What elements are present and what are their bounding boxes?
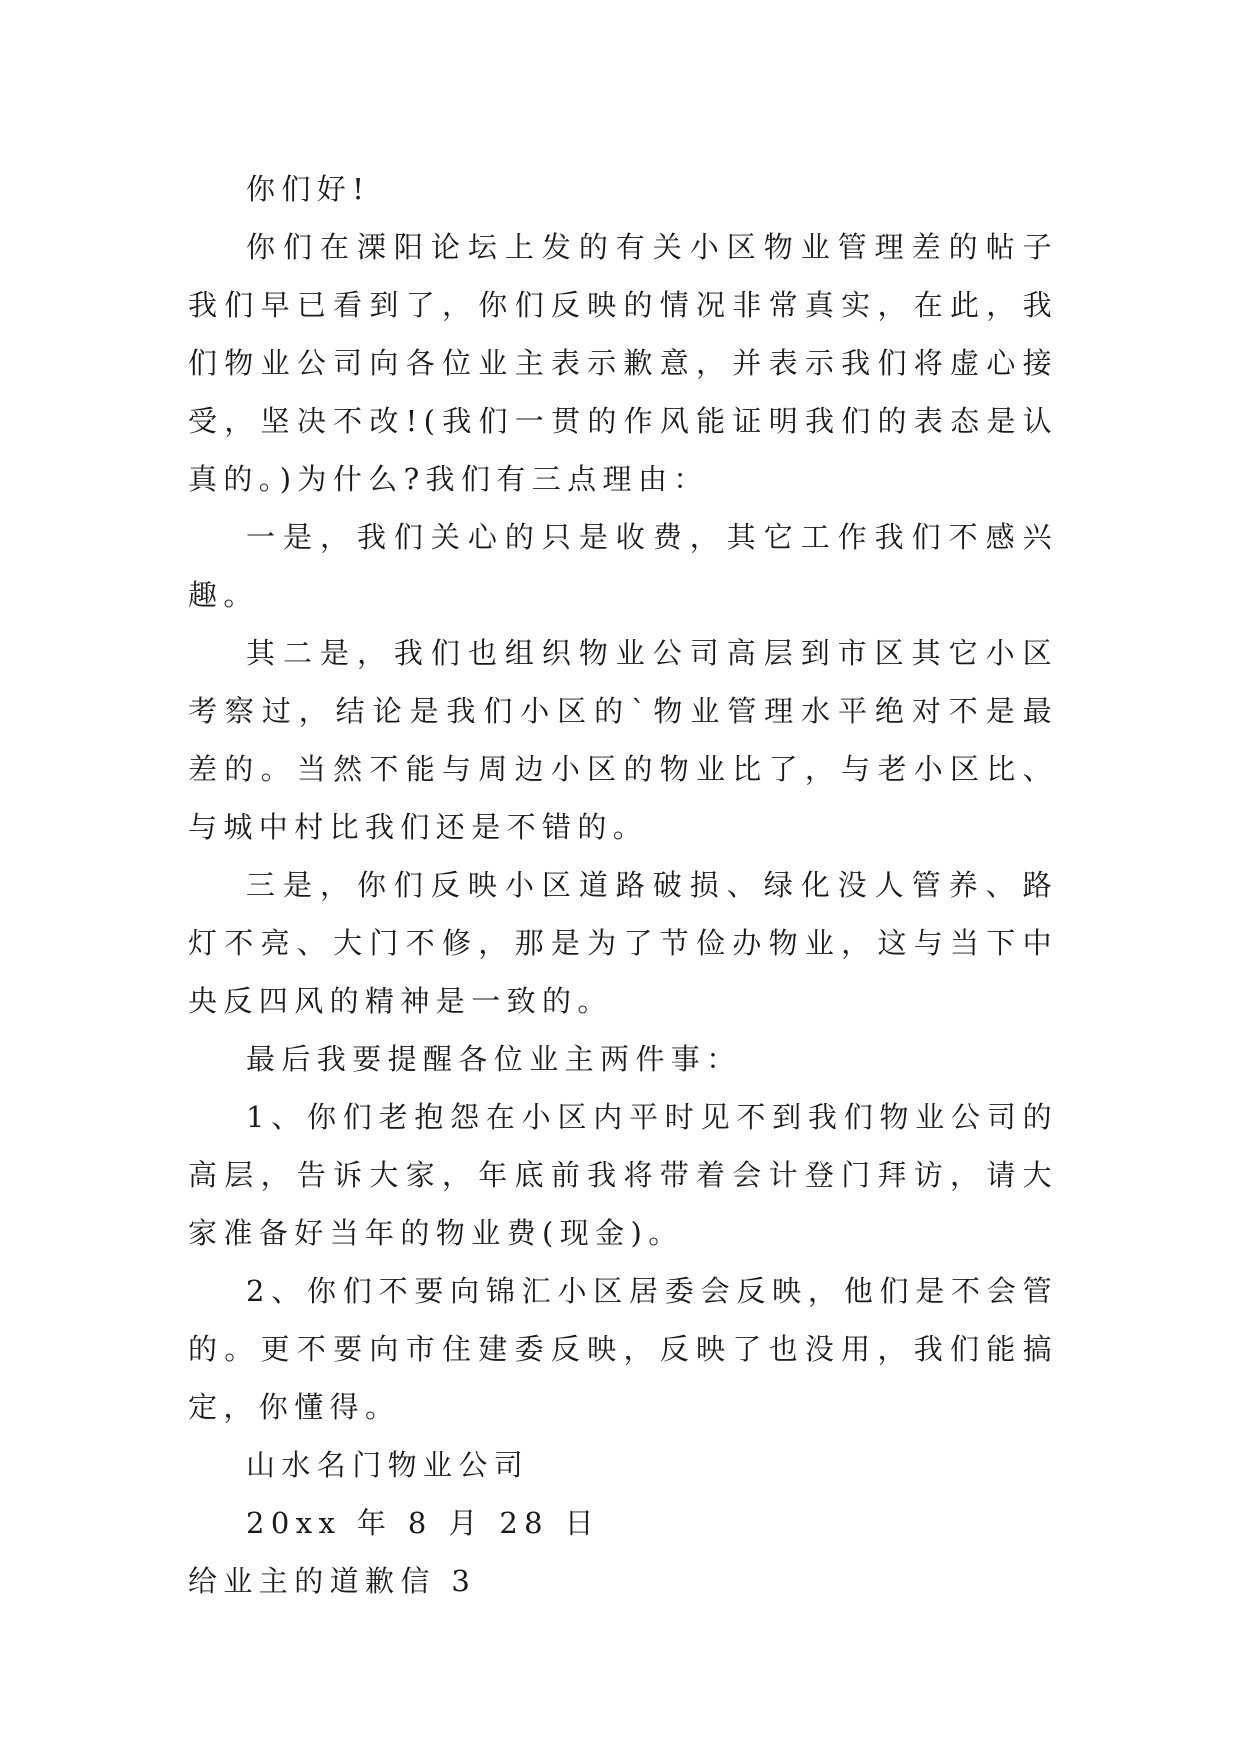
paragraph-item-2: 2、你们不要向锦汇小区居委会反映，他们是不会管的。更不要向市住建委反映，反映了也没用，我们能搞定，你懂得。	[188, 1274, 1058, 1424]
paragraph-reason-2: 其二是，我们也组织物业公司高层到市区其它小区考察过，结论是我们小区的`物业管理水平绝对不是最差的。当然不能与周边小区的物业比了，与老小区比、与城中村比我们还是不错的。	[188, 636, 1058, 844]
letter-body	[188, 160, 1058, 1610]
signature: 山水名门物业公司	[246, 1448, 530, 1482]
paragraph-intro: 你们在溧阳论坛上发的有关小区物业管理差的帖子我们早已看到了，你们反映的情况非常真实，在此，我们物业公司向各位业主表示歉意，并表示我们将虚心接受，坚决不改!(我们一贯的作风能证明我们的表态是认真的。)为什么?我们有三点理由：	[188, 230, 1058, 496]
date: 20xx 年 8 月 28 日	[246, 1506, 601, 1540]
paragraph-reminder: 最后我要提醒各位业主两件事：	[246, 1042, 742, 1076]
paragraph-reason-3: 三是，你们反映小区道路破损、绿化没人管养、路灯不亮、大门不修，那是为了节俭办物业，这与当下中央反四风的精神是一致的。	[188, 868, 1058, 1018]
paragraph-reason-1: 一是，我们关心的只是收费，其它工作我们不感兴趣。	[188, 520, 1058, 612]
next-section-heading: 给业主的道歉信 3	[188, 1564, 477, 1598]
paragraph-item-1: 1、你们老抱怨在小区内平时见不到我们物业公司的高层，告诉大家，年底前我将带着会计登门拜访，请大家准备好当年的物业费(现金)。	[188, 1100, 1058, 1250]
greeting: 你们好!	[246, 172, 371, 206]
